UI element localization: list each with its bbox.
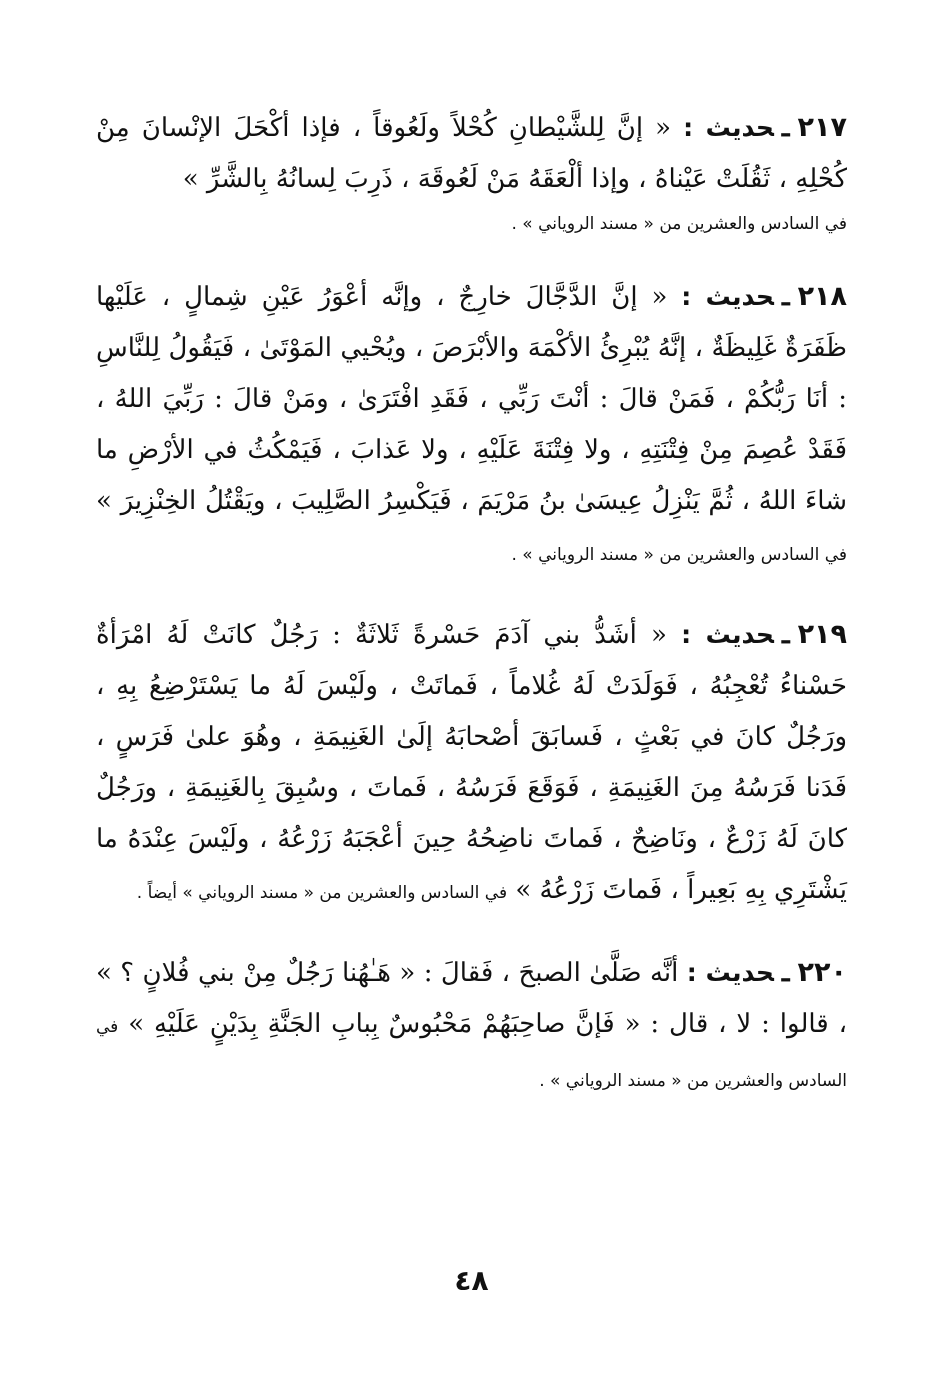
hadith-text: « أشَدُّ بني آدَمَ حَسْرةً ثَلاثَةٌ : رَجُلٌ كانَتْ لَهُ امْرَأةٌ حَسْناءُ تُعْجِبُهُ ، فَوَلَدَتْ لَهُ غُلاماً ، فَماتَتْ ، ولَيْسَ لَهُ ما يَسْتَرْضِعُ بِهِ ، ورَجُلٌ كانَ في بَعْثٍ ، فَسابَقَ أصْحابَهُ إلَىٰ الغَنِيمَةِ ، وهُوَ علىٰ فَرَسٍ ، فَدَنا فَرَسُهُ مِنَ الغَنِيمَةِ ، فَوَقَعَ فَرَسُهُ ، فَماتَ ، وسُبِقَ بِالغَنِيمَةِ ، ورَجُلٌ كانَ لَهُ زَرْعٌ ، ونَاضِحٌ ، فَماتَ ناضِحُهُ حِينَ أعْجَبَهُ زَرْعُهُ ، ولَيْسَ عِنْدَهُ ما يَشْتَرِي بِهِ بَعِيراً ، فَماتَ زَرْعُهُ »	[96, 620, 847, 905]
hadith-source: في السادس والعشرين من « مسند الروياني » .	[96, 1017, 847, 1091]
hadith-text: أنَّه صَلَّىٰ الصبحَ ، فَقالَ : « هَـٰهُنا رَجُلٌ مِنْ بني فُلانٍ ؟ » ، قالوا : لا ، قال : « فَإنَّ صاحِبَهُمْ مَحْبُوسٌ بِبابِ الجَنَّةِ بِدَيْنٍ عَلَيْهِ »	[96, 958, 847, 1039]
dash-separator: ـ	[781, 113, 790, 143]
hadith-source: في السادس والعشرين من « مسند الروياني » أيضاً .	[136, 883, 508, 903]
hadith-number: ٢١٩	[797, 619, 848, 650]
hadith-paragraph	[96, 609, 847, 919]
hadith-label: حديث :	[681, 620, 774, 649]
hadith-paragraph	[96, 102, 847, 205]
hadith-entry	[96, 271, 847, 581]
hadith-source: في السادس والعشرين من « مسند الروياني » .	[511, 545, 847, 565]
hadith-paragraph	[96, 947, 847, 1107]
dash-separator: ـ	[781, 620, 790, 650]
hadith-source: في السادس والعشرين من « مسند الروياني » .	[511, 214, 847, 234]
hadith-entry	[96, 609, 847, 919]
hadith-label: حديث :	[686, 958, 774, 987]
hadith-number: ٢١٧	[797, 112, 847, 143]
hadith-label: حديث :	[681, 282, 774, 311]
hadith-entry	[96, 102, 847, 243]
hadith-text: « إنَّ الدَّجَّالَ خارِجٌ ، وإنَّه أعْوَرُ عَيْنِ شِمالٍ ، عَلَيْها ظَفَرَةٌ غَلِيظَةٌ ، إنَّهُ يُبْرِئُ الأكْمَهَ والأبْرَصَ ، ويُحْيي المَوْتَىٰ ، فَيَقُولُ لِلنَّاسِ : أنَا رَبُّكُمْ ، فَمَنْ قالَ : أنْتَ رَبِّي ، فَقَدِ افْتَرَىٰ ، ومَنْ قالَ : رَبِّيَ اللهُ ، فَقَدْ عُصِمَ مِنْ فِتْنَتِهِ ، ولا فِتْنَةَ عَلَيْهِ ، ولا عَذابَ ، فَيَمْكُثُ في الأرْضِ ما شاءَ اللهُ ، ثُمَّ يَنْزِلُ عِيسَىٰ بنُ مَرْيَمَ ، فَيَكْسِرُ الصَّلِيبَ ، ويَقْتُلُ الخِنْزِيرَ »	[96, 282, 847, 516]
hadith-number: ٢١٨	[797, 281, 848, 312]
dash-separator: ـ	[781, 958, 790, 988]
dash-separator: ـ	[781, 282, 790, 312]
hadith-label: حديث :	[683, 113, 774, 142]
page-number: ٤٨	[454, 1264, 489, 1297]
hadith-text: « إنَّ لِلشَّيْطانِ كُحْلاً ولَعُوقاً ، فإذا أكْحَلَ الإنْسانَ مِنْ كُحْلِهِ ، ثَقُلَتْ عَيْناهُ ، وإذا ألْعَقَهُ مَنْ لَعُوقَهَ ، ذَرِبَ لِسانُهُ بِالشَّرِّ »	[96, 113, 847, 194]
hadith-number: ٢٢٠	[797, 957, 847, 988]
hadith-entry	[96, 947, 847, 1107]
hadith-paragraph	[96, 271, 847, 581]
